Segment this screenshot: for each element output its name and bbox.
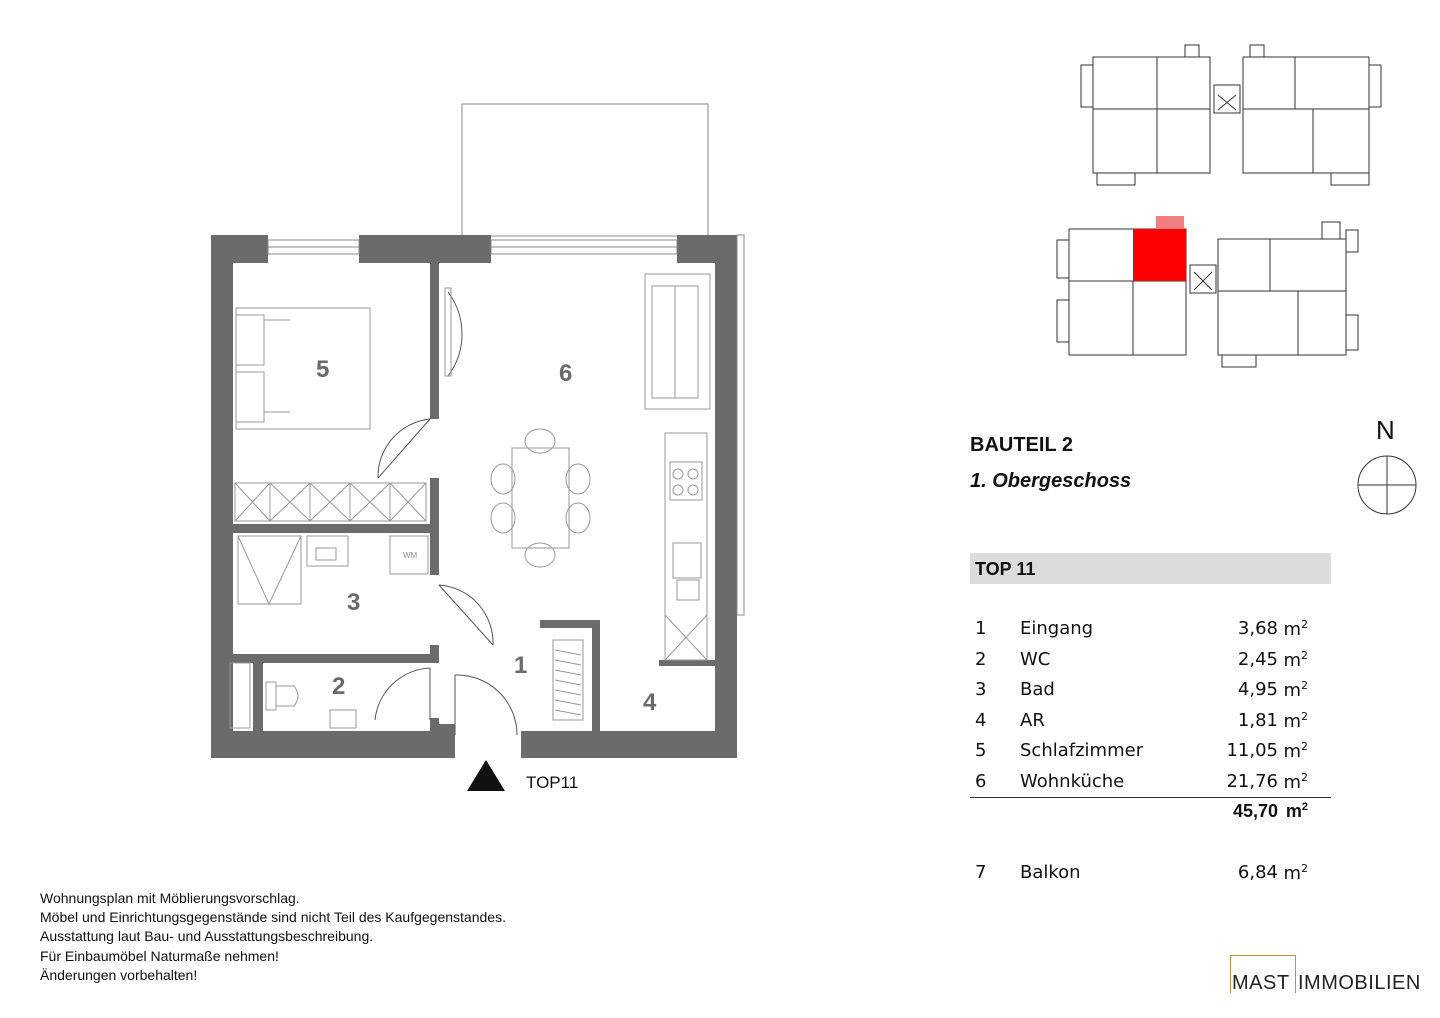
room-number-6: 6 bbox=[559, 360, 573, 387]
area-value: 3,68 bbox=[1237, 618, 1278, 639]
room-number-5: 5 bbox=[316, 356, 330, 383]
area-value: 21,76 bbox=[1226, 770, 1278, 792]
area-row bbox=[970, 710, 1315, 741]
wc-sink bbox=[330, 710, 356, 728]
unit-header bbox=[970, 553, 1331, 584]
area-unit: $m^2$ bbox=[1283, 648, 1308, 671]
area-row bbox=[970, 740, 1315, 771]
room-number-3: 3 bbox=[347, 589, 361, 616]
building-title: BAUTEIL 2 bbox=[970, 434, 1073, 456]
area-unit: $m^2$ bbox=[1283, 770, 1308, 793]
total-divider bbox=[970, 797, 1331, 798]
room-number-1: 1 bbox=[514, 652, 528, 679]
area-name: Wohnküche bbox=[1020, 770, 1125, 792]
balcony-unit: $m^2$ bbox=[1283, 862, 1308, 884]
sink bbox=[307, 536, 348, 566]
area-value: 4,95 bbox=[1237, 679, 1278, 700]
coat-rack bbox=[553, 640, 583, 720]
balcony-name: Balkon bbox=[1020, 862, 1081, 883]
area-row bbox=[970, 618, 1315, 649]
total-value: 45,70 bbox=[1232, 801, 1278, 821]
bathtub bbox=[238, 536, 301, 604]
area-name: WC bbox=[1020, 648, 1051, 670]
total-unit: $m^2$ bbox=[1285, 801, 1308, 821]
area-number: 3 bbox=[975, 679, 987, 700]
area-number: 5 bbox=[975, 740, 987, 761]
balcony-outline bbox=[462, 104, 708, 236]
toilet bbox=[266, 682, 298, 710]
area-value: 1,81 bbox=[1237, 709, 1278, 731]
note-line: Änderungen vorbehalten! bbox=[40, 966, 198, 983]
room-number-2: 2 bbox=[332, 673, 346, 700]
walls bbox=[211, 235, 737, 758]
entry-arrow bbox=[467, 760, 505, 791]
room-number-4: 4 bbox=[643, 689, 657, 716]
area-name: Schlafzimmer bbox=[1020, 740, 1144, 761]
note-line: Ausstattung laut Bau- und Ausstattungsbeschreibung. bbox=[40, 928, 374, 945]
area-number: 1 bbox=[975, 618, 987, 639]
area-name: AR bbox=[1020, 709, 1045, 731]
area-name: Eingang bbox=[1020, 618, 1094, 639]
wardrobe bbox=[235, 483, 426, 521]
area-unit: $m^2$ bbox=[1283, 709, 1308, 732]
kitchen bbox=[665, 433, 707, 660]
note-line: Wohnungsplan mit Möblierungsvorschlag. bbox=[40, 890, 300, 906]
key-plan-lower bbox=[1057, 222, 1358, 367]
doors bbox=[375, 292, 517, 735]
area-unit: $m^2$ bbox=[1283, 679, 1308, 701]
area-name: Bad bbox=[1020, 679, 1055, 700]
area-number: 2 bbox=[975, 648, 987, 670]
dining-table bbox=[491, 429, 590, 567]
apartment-highlight bbox=[1133, 229, 1186, 281]
balcony-highlight bbox=[1156, 216, 1184, 229]
note-line: Für Einbaumöbel Naturmaße nehmen! bbox=[40, 947, 279, 964]
washer-label: WM bbox=[403, 551, 418, 560]
note-line: Möbel und Einrichtungsgegenstände sind nicht Teil des Kaufgegenstandes. bbox=[40, 909, 506, 926]
unit-title: TOP 11 bbox=[975, 559, 1036, 579]
logo-immobilien: IMMOBILIEN bbox=[1298, 972, 1421, 994]
balcony-value: 6,84 bbox=[1237, 862, 1278, 883]
bed bbox=[236, 308, 370, 429]
facade-strip bbox=[737, 235, 744, 615]
balcony-row bbox=[970, 862, 1315, 888]
north-label: N bbox=[1376, 415, 1395, 445]
area-value: 11,05 bbox=[1226, 740, 1278, 761]
area-row bbox=[970, 679, 1315, 710]
area-unit: $m^2$ bbox=[1283, 740, 1308, 762]
area-unit: $m^2$ bbox=[1283, 618, 1308, 640]
disclaimer-notes bbox=[40, 889, 506, 985]
total-row bbox=[970, 801, 1315, 827]
tv bbox=[445, 288, 451, 376]
floor-title: 1. Obergeschoss bbox=[970, 470, 1132, 492]
area-number: 6 bbox=[975, 770, 987, 792]
entry-label: TOP11 bbox=[526, 773, 579, 792]
sofa bbox=[645, 274, 710, 409]
balcony-number: 7 bbox=[975, 862, 987, 883]
key-plan-upper bbox=[1081, 45, 1381, 185]
area-value: 2,45 bbox=[1237, 648, 1278, 670]
area-table bbox=[970, 618, 1315, 801]
north-compass-icon bbox=[1358, 456, 1416, 514]
logo-mast: MAST bbox=[1232, 972, 1290, 994]
area-row bbox=[970, 649, 1315, 680]
area-number: 4 bbox=[975, 709, 987, 731]
